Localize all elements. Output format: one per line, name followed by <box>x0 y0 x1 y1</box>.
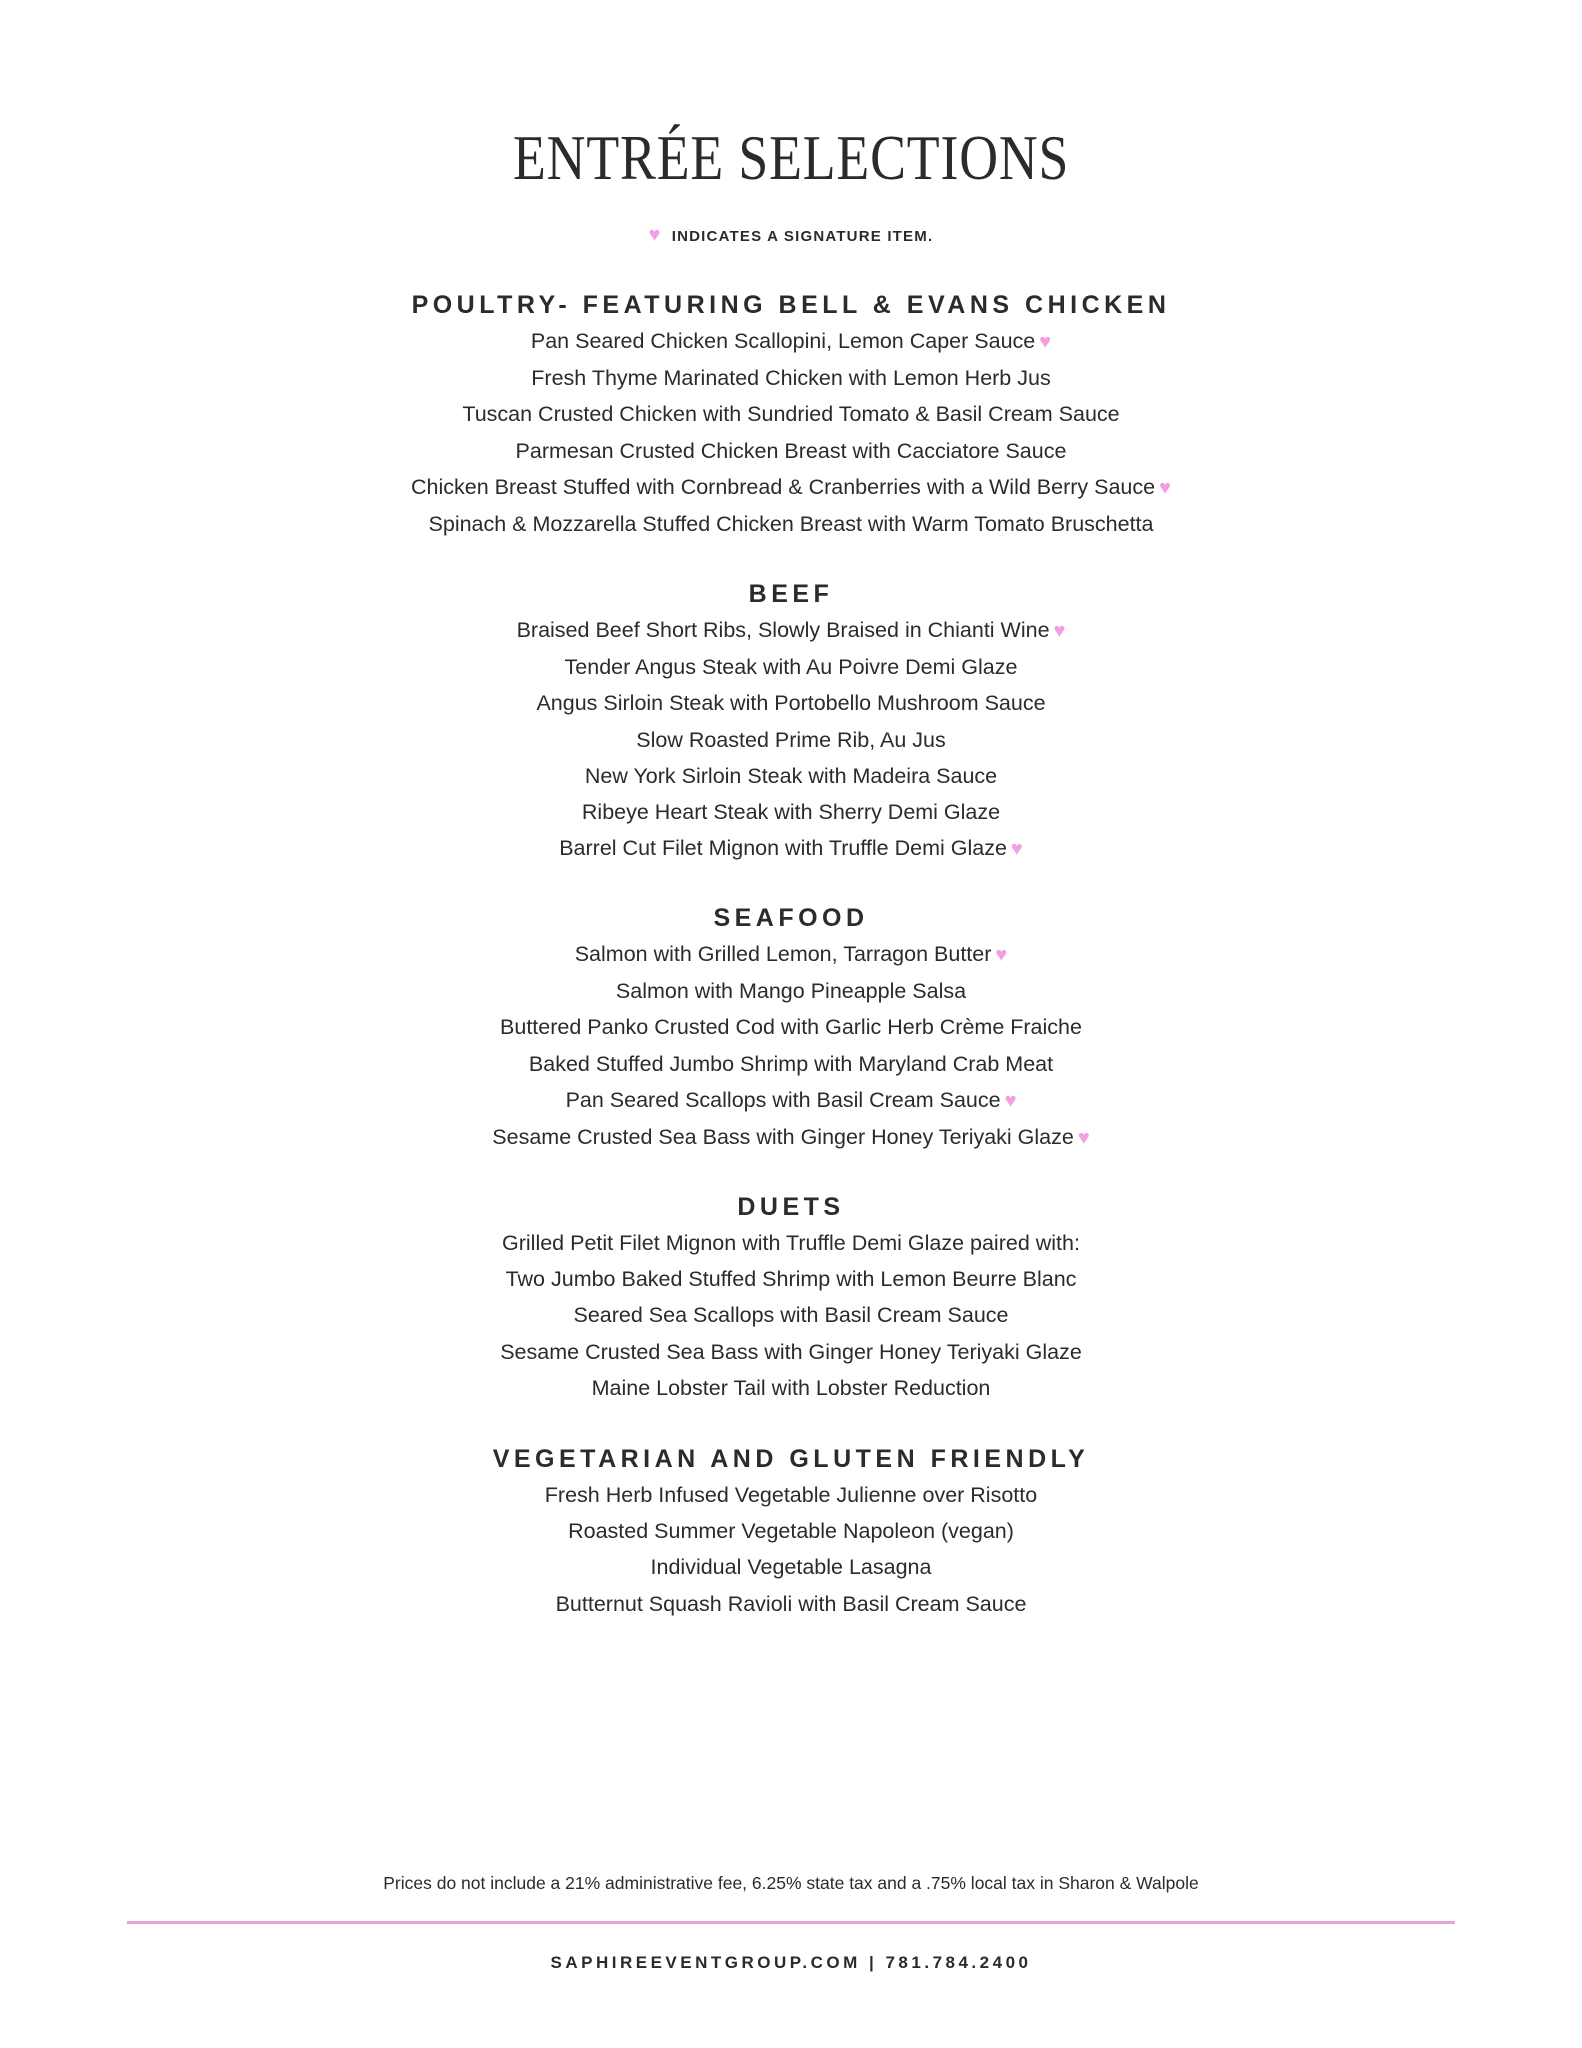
section-heading: VEGETARIAN AND GLUTEN FRIENDLY <box>492 1445 1090 1473</box>
heart-icon: ♥ <box>1004 1089 1017 1112</box>
menu-item-name: Roasted Summer Vegetable Napoleon (vegan) <box>568 1519 1014 1544</box>
menu-item-name: Braised Beef Short Ribs, Slowly Braised in Chianti Wine <box>516 618 1050 642</box>
heart-icon: ♥ <box>1010 838 1023 861</box>
legend-text: INDICATES A SIGNATURE ITEM. <box>671 228 934 245</box>
menu-item-name: Angus Sirloin Steak with Portobello Mushroom Sauce <box>536 691 1046 716</box>
menu-item-name: Seared Sea Scallops with Basil Cream Sauce <box>573 1303 1009 1328</box>
menu-section <box>0 1189 1582 1406</box>
menu-item-name: Tuscan Crusted Chicken with Sundried Tomato & Basil Cream Sauce <box>462 402 1120 427</box>
page-title: ENTRÉE SELECTIONS <box>512 122 1070 193</box>
menu-item <box>0 360 1582 396</box>
section-heading: POULTRY- FEATURING BELL & EVANS CHICKEN <box>411 291 1171 319</box>
heart-icon: ♥ <box>1159 476 1171 499</box>
menu-item <box>0 1334 1582 1370</box>
menu-item-name: Tender Angus Steak with Au Poivre Demi Glaze <box>564 655 1018 680</box>
menu-item-name: Chicken Breast Stuffed with Cornbread & Cranberries with a Wild Berry Sauce <box>411 474 1156 499</box>
heart-icon: ♥ <box>1077 1127 1090 1150</box>
menu-item-name: Barrel Cut Filet Mignon with Truffle Demi Glaze <box>559 836 1007 861</box>
menu-item <box>0 936 1582 973</box>
menu-item-name: Two Jumbo Baked Stuffed Shrimp with Lemon Beurre Blanc <box>505 1267 1077 1292</box>
menu-item <box>0 1297 1582 1333</box>
menu-item-name: Butternut Squash Ravioli with Basil Cream Sauce <box>555 1591 1027 1616</box>
menu-item-name: Grilled Petit Filet Mignon with Truffle Demi Glaze paired with: <box>502 1231 1080 1255</box>
menu-item-name: Spinach & Mozzarella Stuffed Chicken Breast with Warm Tomato Bruschetta <box>428 512 1154 537</box>
menu-item <box>0 1513 1582 1549</box>
menu-item-name: Baked Stuffed Jumbo Shrimp with Maryland Crab Meat <box>528 1051 1054 1076</box>
menu-item-name: Salmon with Mango Pineapple Salsa <box>615 979 967 1004</box>
menu-item <box>0 973 1582 1009</box>
menu-item-name: Sesame Crusted Sea Bass with Ginger Honey Teriyaki Glaze <box>500 1339 1082 1364</box>
menu-item <box>0 1261 1582 1297</box>
menu-item <box>0 396 1582 432</box>
heart-icon: ♥ <box>1039 331 1052 353</box>
menu-item <box>0 1370 1582 1406</box>
menu-item <box>0 685 1582 721</box>
menu-item <box>0 433 1582 469</box>
heart-icon: ♥ <box>1053 620 1066 642</box>
menu-item <box>0 1477 1582 1513</box>
menu-item-name: Salmon with Grilled Lemon, Tarragon Butter <box>574 942 992 966</box>
menu-item <box>0 830 1582 867</box>
menu-item <box>0 1225 1582 1261</box>
menu-item-name: Pan Seared Chicken Scallopini, Lemon Caper Sauce <box>530 329 1036 353</box>
menu-item <box>0 758 1582 794</box>
heart-icon: ♥ <box>995 944 1008 966</box>
heart-icon: ♥ <box>648 224 662 246</box>
section-heading: BEEF <box>748 580 834 608</box>
menu-section <box>0 576 1582 867</box>
menu-item-name: Pan Seared Scallops with Basil Cream Sauce <box>565 1087 1001 1112</box>
menu-item <box>0 649 1582 685</box>
menu-item <box>0 1046 1582 1082</box>
menu-item <box>0 1009 1582 1045</box>
footer-contact: SAPHIREEVENTGROUP.COM | 781.784.2400 <box>550 1953 1032 1972</box>
signature-legend <box>0 224 1582 248</box>
menu-item-name: Individual Vegetable Lasagna <box>650 1555 932 1580</box>
menu-section <box>0 1441 1582 1622</box>
menu-item-name: Ribeye Heart Steak with Sherry Demi Glaze <box>581 800 1001 825</box>
menu-item-name: Maine Lobster Tail with Lobster Reduction <box>591 1375 991 1400</box>
menu-item <box>0 1082 1582 1119</box>
menu-item-name: Buttered Panko Crusted Cod with Garlic Herb Crème Fraiche <box>500 1015 1082 1040</box>
section-heading: DUETS <box>737 1193 845 1221</box>
menu-item <box>0 794 1582 830</box>
menu-item <box>0 1549 1582 1585</box>
menu-item-name: Fresh Herb Infused Vegetable Julienne over Risotto <box>544 1483 1038 1507</box>
menu-item <box>0 1119 1582 1156</box>
menu-item <box>0 469 1582 506</box>
menu-item <box>0 722 1582 758</box>
footer-divider <box>127 1921 1455 1924</box>
menu-item-name: Sesame Crusted Sea Bass with Ginger Honey Teriyaki Glaze <box>492 1125 1074 1150</box>
menu-item <box>0 1586 1582 1622</box>
menu-item-name: Slow Roasted Prime Rib, Au Jus <box>636 727 946 752</box>
menu-item-name: Parmesan Crusted Chicken Breast with Cacciatore Sauce <box>515 438 1067 463</box>
menu-item <box>0 323 1582 360</box>
menu-item <box>0 506 1582 542</box>
menu-item-name: New York Sirloin Steak with Madeira Sauce <box>584 763 998 788</box>
menu-section <box>0 287 1582 542</box>
section-heading: SEAFOOD <box>713 904 869 932</box>
menu-section <box>0 900 1582 1156</box>
pricing-note: Prices do not include a 21% administrative fee, 6.25% state tax and a .75% local tax in Sharon & Walpole <box>383 1873 1199 1893</box>
menu-item-name: Fresh Thyme Marinated Chicken with Lemon Herb Jus <box>531 366 1051 391</box>
menu-item <box>0 612 1582 649</box>
